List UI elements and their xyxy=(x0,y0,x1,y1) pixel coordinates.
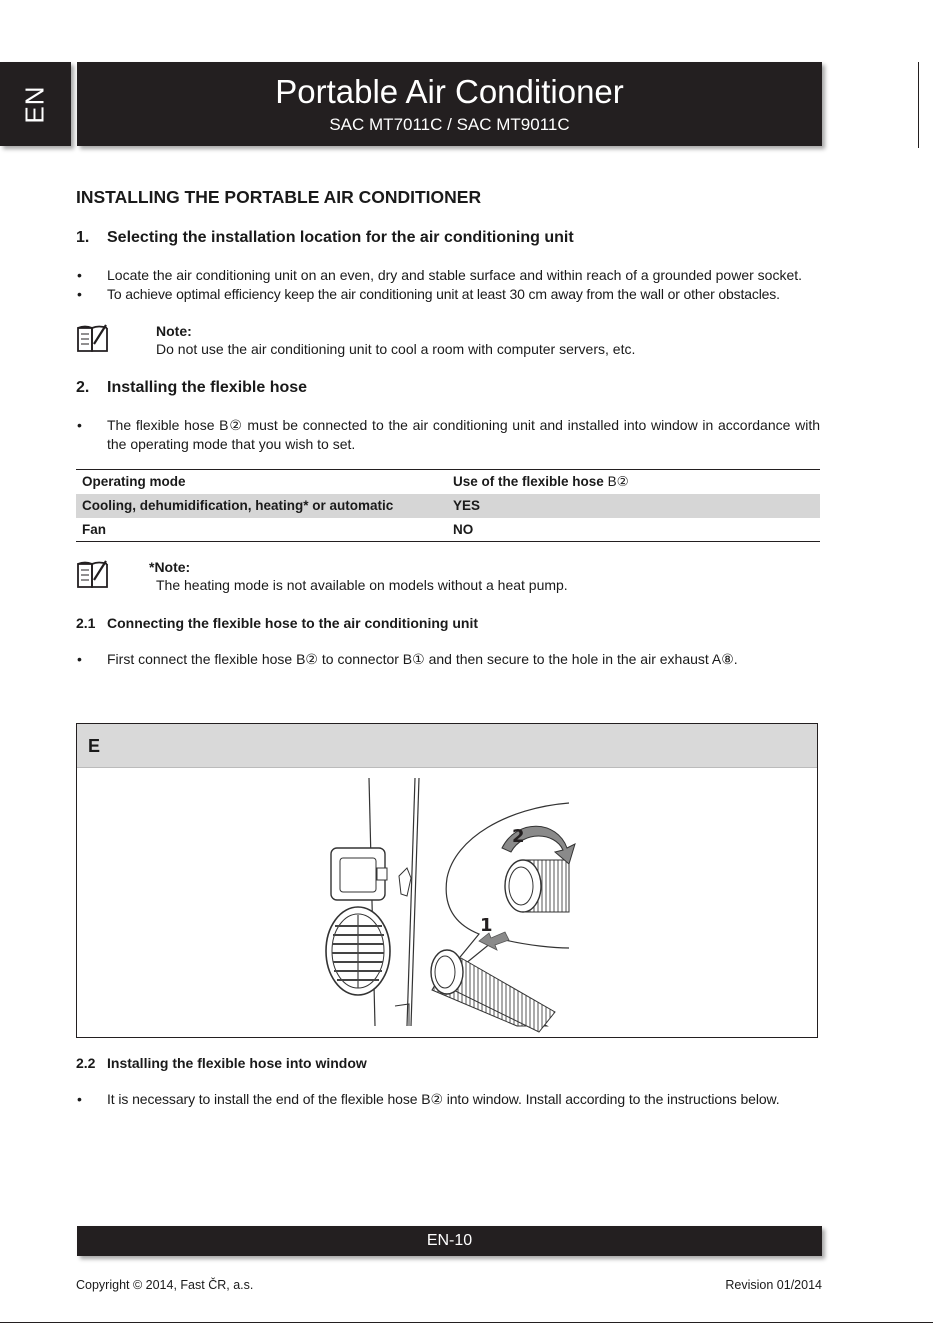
table-cell: NO xyxy=(447,518,820,542)
bullet-icon: • xyxy=(77,417,82,433)
copyright: Copyright © 2014, Fast ČR, a.s. xyxy=(76,1278,254,1292)
table-header-text: Use of the flexible hose xyxy=(453,473,604,489)
book-note-icon xyxy=(76,322,110,354)
language-label: EN xyxy=(20,84,50,124)
heading-2-1-number: 2.1 xyxy=(76,615,96,631)
note-text: The heating mode is not available on models without a heat pump. xyxy=(156,577,568,593)
bullet-icon: • xyxy=(77,286,82,302)
bullet-text: To achieve optimal efficiency keep the air conditioning unit at least 30 cm away from the wall or other obstacles. xyxy=(107,286,780,302)
table-header: Operating mode xyxy=(76,470,447,494)
heading-2-title: Installing the flexible hose xyxy=(107,379,308,396)
note-text: Do not use the air conditioning unit to cool a room with computer servers, etc. xyxy=(156,341,636,357)
section-2-2 xyxy=(76,1054,820,1109)
heading-2-2-number: 2.2 xyxy=(76,1055,96,1071)
table-row xyxy=(76,494,820,518)
page-title: Portable Air Conditioner xyxy=(275,73,624,110)
list-item xyxy=(76,266,820,285)
list-item xyxy=(76,416,820,454)
list-item xyxy=(76,285,820,304)
bottom-rule xyxy=(0,1322,933,1323)
heading-1-number: 1. xyxy=(76,229,90,246)
bullet-text: It is necessary to install the end of the flexible hose B② into window. Install according to the instructions below. xyxy=(107,1091,780,1107)
bullet-icon: • xyxy=(77,651,82,667)
heading-2-1 xyxy=(76,614,820,632)
step-2-label: 2 xyxy=(512,826,525,847)
note-label: Note: xyxy=(156,323,192,339)
table-cell: Fan xyxy=(76,518,447,542)
table-row xyxy=(76,518,820,542)
section-title: INSTALLING THE PORTABLE AIR CONDITIONER xyxy=(76,187,482,207)
note-label: *Note: xyxy=(149,559,191,575)
bullet-icon: • xyxy=(77,267,82,283)
bullet-text: Locate the air conditioning unit on an even, dry and stable surface and within reach of a grounded power socket. xyxy=(107,267,803,283)
heading-2-2-title: Installing the flexible hose into window xyxy=(107,1055,367,1071)
heading-2-number: 2. xyxy=(76,379,90,396)
step-1-label: 1 xyxy=(480,915,493,936)
bullet-text: First connect the flexible hose B② to connector B① and then secure to the hole in the air exhaust A⑧. xyxy=(107,651,738,667)
figure-e xyxy=(76,723,818,1038)
note-block xyxy=(76,558,820,594)
bullet-icon: • xyxy=(77,1091,82,1107)
note-block xyxy=(76,322,820,358)
edge-mark xyxy=(918,62,919,148)
header-bar xyxy=(77,62,822,146)
language-tab xyxy=(0,62,71,146)
hose-connection-illustration xyxy=(77,768,819,1036)
table-header-ref: B② xyxy=(607,473,629,489)
book-note-icon xyxy=(76,558,110,590)
heading-2-1-title: Connecting the flexible hose to the air conditioning unit xyxy=(107,615,478,631)
revision: Revision 01/2014 xyxy=(725,1278,822,1292)
operating-mode-table xyxy=(76,469,820,542)
heading-2 xyxy=(76,378,820,398)
page-number: EN-10 xyxy=(426,1232,473,1249)
table-header-row xyxy=(76,470,820,494)
heading-1 xyxy=(76,228,820,248)
model-subtitle: SAC MT7011C / SAC MT9011C xyxy=(329,115,570,134)
table-cell: Cooling, dehumidification, heating* or automatic xyxy=(76,494,447,518)
table-cell: YES xyxy=(447,494,820,518)
heading-1-title: Selecting the installation location for the air conditioning unit xyxy=(107,229,574,246)
list-item xyxy=(76,650,820,669)
bullet-text: The flexible hose B② must be connected to the air conditioning unit and installed into window in accordance with the operating mode that you wish to set. xyxy=(107,417,820,452)
page-number-bar xyxy=(77,1226,822,1256)
figure-label: E xyxy=(77,724,817,768)
main-content xyxy=(76,186,820,669)
list-item xyxy=(76,1090,820,1109)
table-header xyxy=(447,470,820,494)
heading-2-2 xyxy=(76,1054,820,1072)
